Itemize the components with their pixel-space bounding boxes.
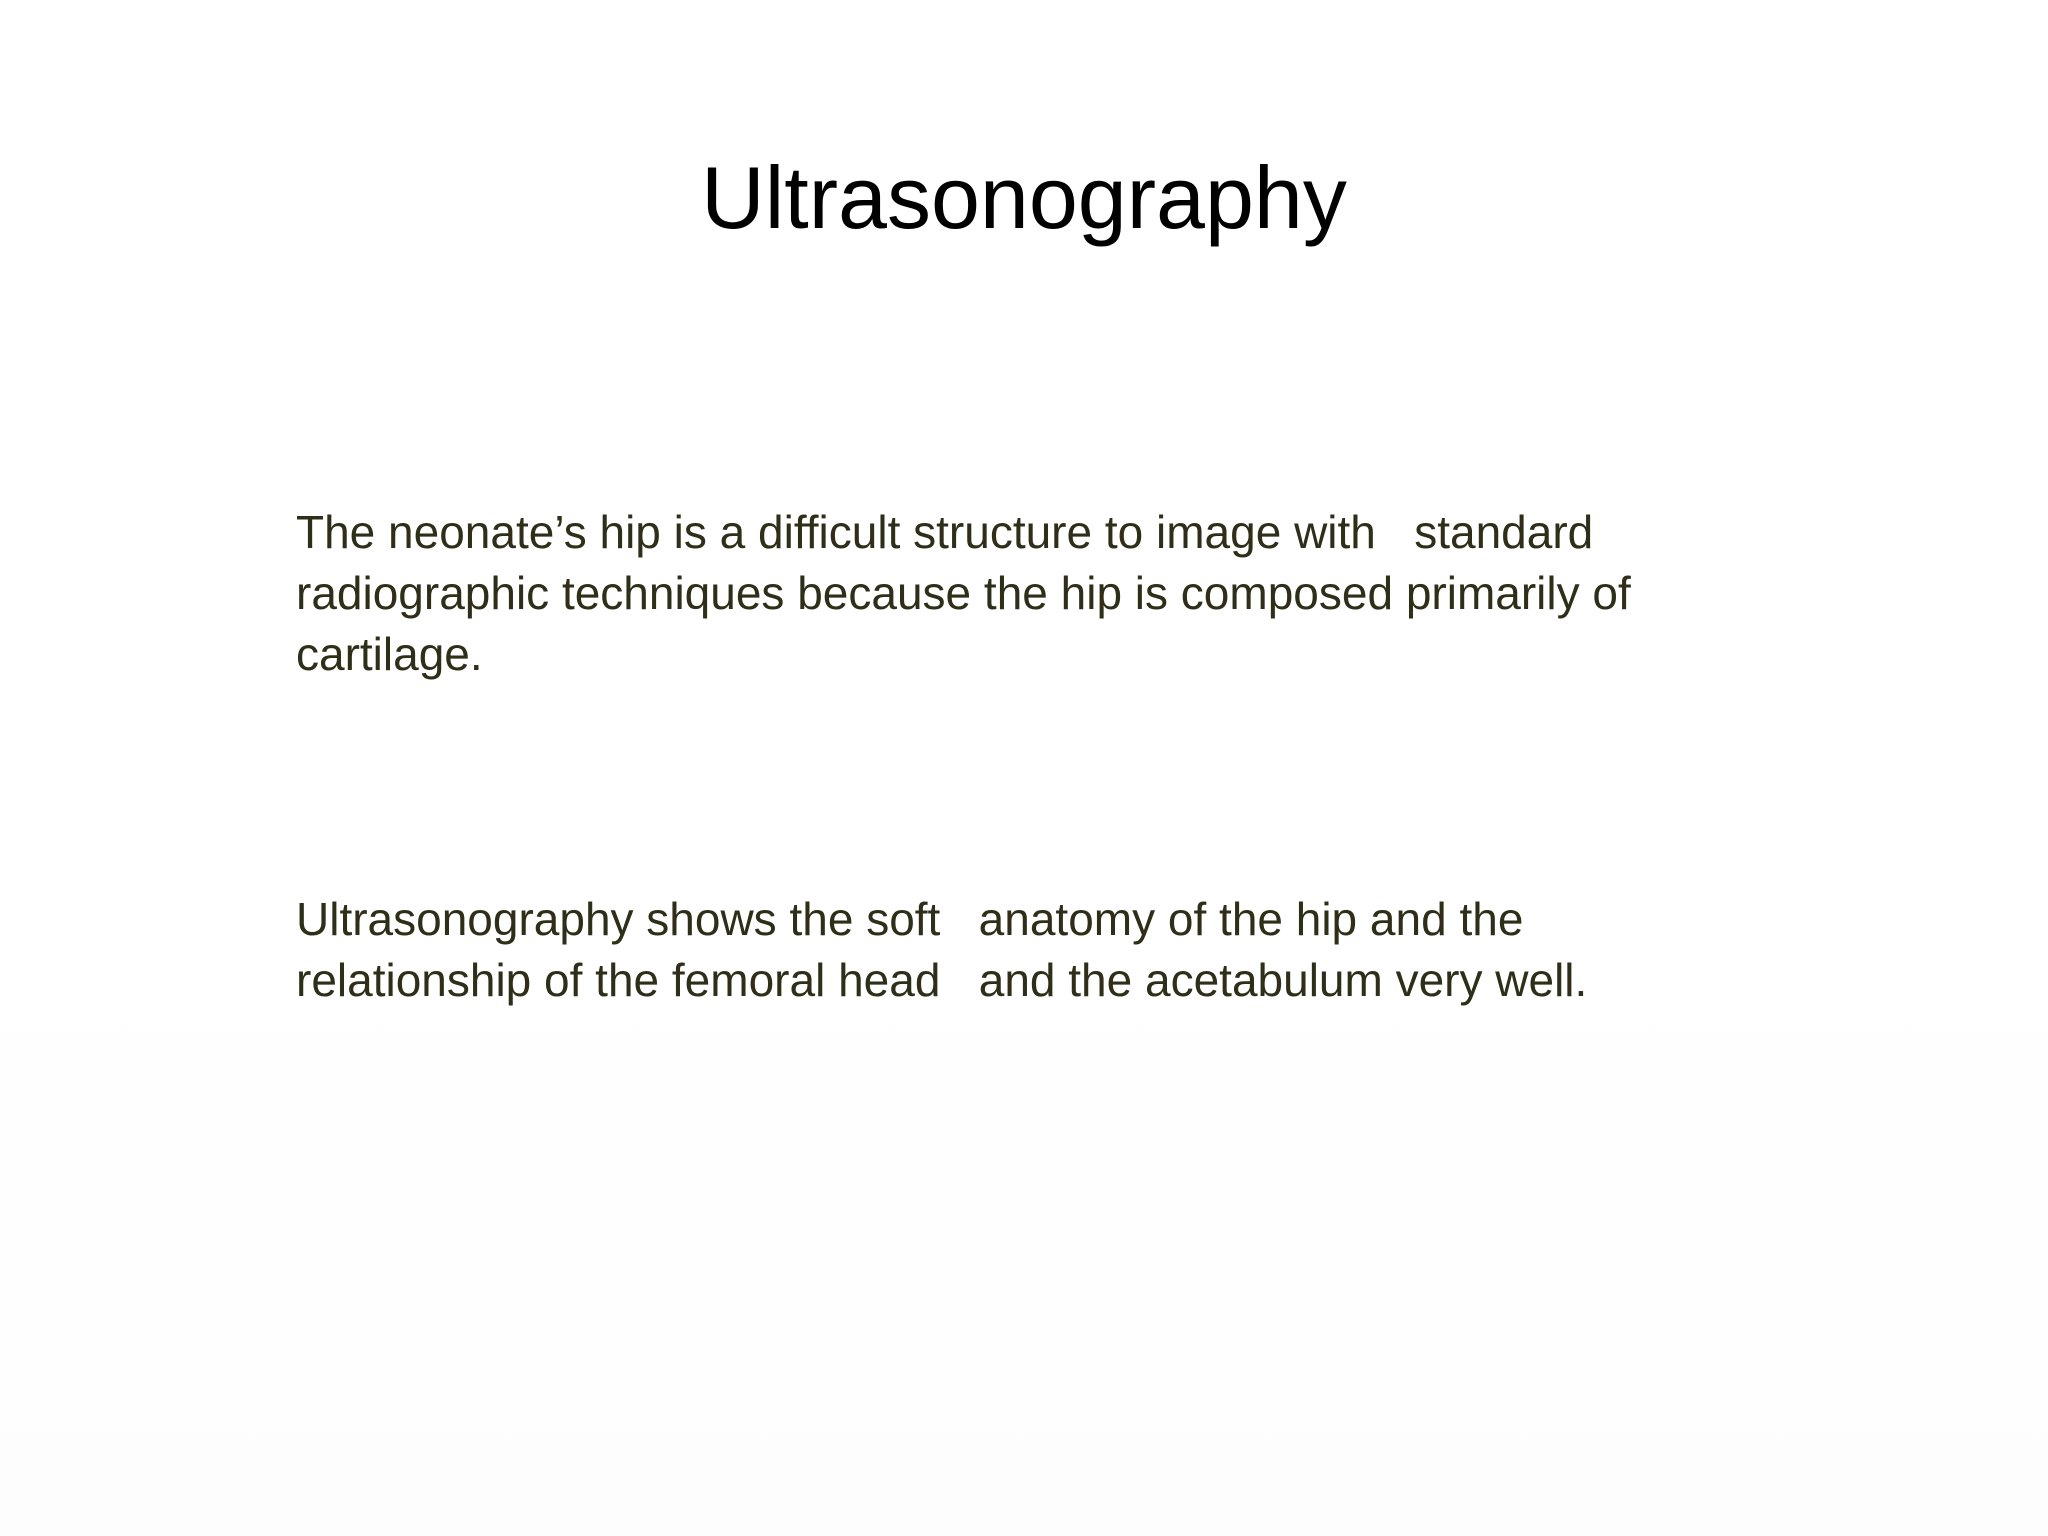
slide-title: Ultrasonography (701, 148, 1347, 247)
paragraph-ultrasonography-anatomy: Ultrasonography shows the soft anatomy of the hip and the relationship of the femoral head and the acetabulum very well. (296, 893, 1588, 1006)
paragraph-hip-imaging: The neonate’s hip is a difficult structure to image with standard radiographic techniques because the hip is composed primarily of cartilage. (296, 506, 1631, 680)
